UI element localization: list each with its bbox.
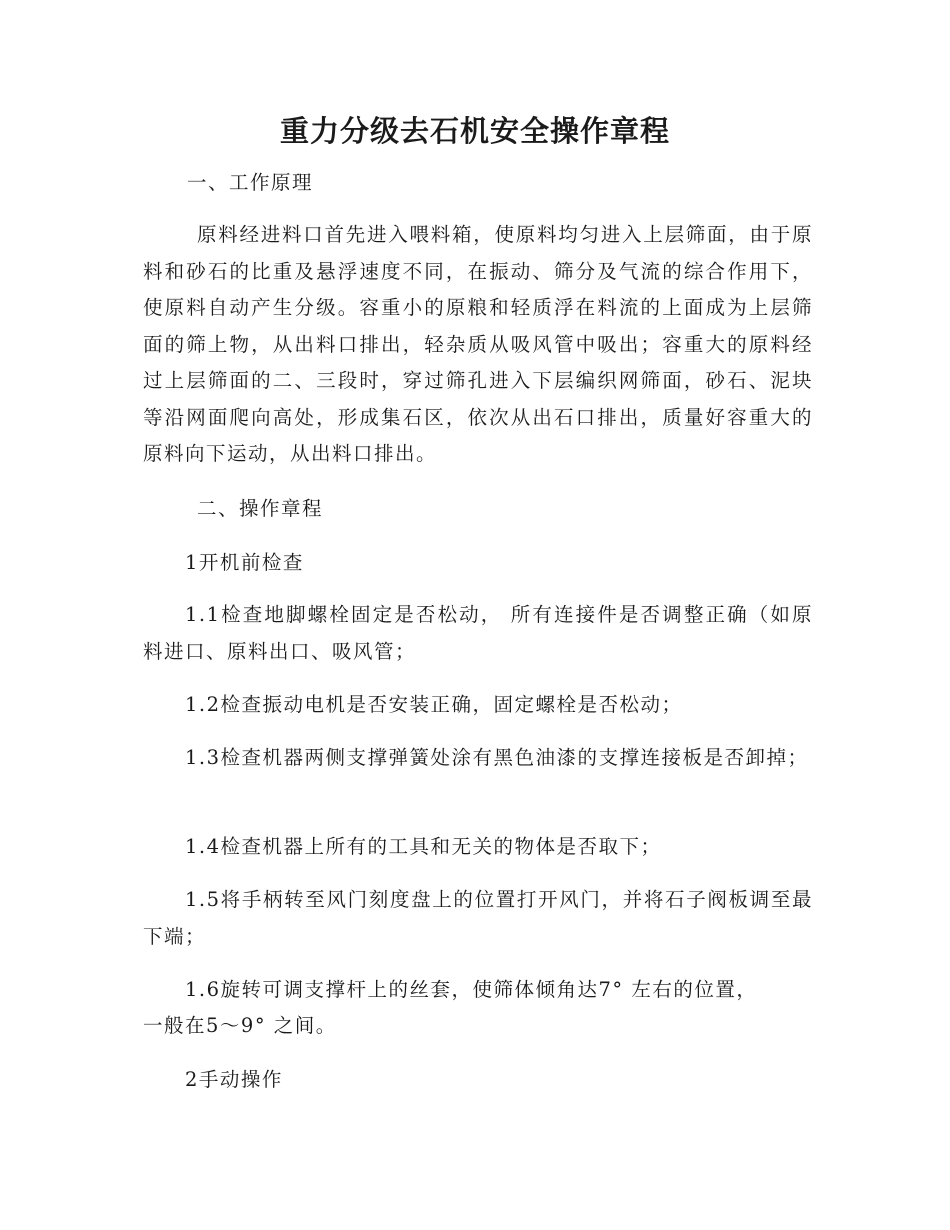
check-item-1-6-line2: 一般在5～9° 之间。 [143, 1014, 337, 1037]
check-item-1-6-line1: 1.6旋转可调支撑杆上的丝套，使筛体倾角达7° 左右的位置， [185, 978, 758, 1001]
principle-paragraph: 原料经进料口首先进入喂料箱，使原料均匀进入上层筛面，由于原料和砂石的比重及悬浮速度不同，在振动、筛分及气流的综合作用下，使原料自动产生分级。容重小的原粮和轻质浮在料流的上面成为上层筛面的筛上物，从出料口排出，轻杂质从吸风管中吸出；容重大的原料经过上层筛面的二、三段时，穿过筛孔进入下层编织网筛面，砂石、泥块等沿网面爬向高处，形成集石区，依次从出石口排出，质量好容重大的原料向下运动，从出料口排出。 [143, 223, 813, 465]
check-item-1-3: 1.3检查机器两侧支撑弹簧处涂有黑色油漆的支撑连接板是否卸掉； [185, 746, 809, 769]
subsection-heading-pre-start-check: 1开机前检查 [185, 551, 304, 574]
check-item-1-5: 1.5将手柄转至风门刻度盘上的位置打开风门，并将石子阀板调至最下端； [143, 888, 813, 948]
check-item-1-2: 1.2检查振动电机是否安装正确，固定螺栓是否松动； [185, 693, 683, 716]
section-heading-procedure: 二、操作章程 [197, 497, 324, 520]
document-title: 重力分级去石机安全操作章程 [279, 114, 670, 148]
subsection-heading-manual-operation: 2手动操作 [185, 1068, 283, 1091]
check-item-1-4: 1.4检查机器上所有的工具和无关的物体是否取下； [185, 835, 662, 858]
check-item-1-1: 1.1检查地脚螺栓固定是否松动， 所有连接件是否调整正确（如原料进口、原料出口、吸风管； [143, 603, 813, 663]
section-heading-principle: 一、工作原理 [187, 171, 314, 194]
